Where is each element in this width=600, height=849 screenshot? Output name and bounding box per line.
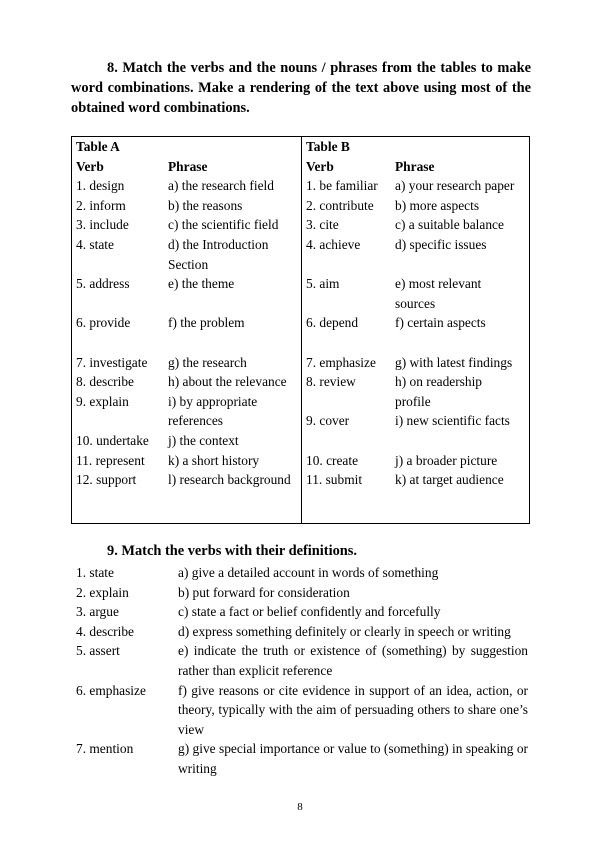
table-b-row bbox=[306, 196, 530, 216]
table-b-phrase: c) a suitable balance bbox=[395, 217, 504, 233]
table-b-verb: 11. submit bbox=[306, 472, 363, 488]
definition-text: d) express something definitely or clearly in speech or writing bbox=[178, 623, 511, 639]
table-b-verb: 6. depend bbox=[306, 315, 359, 331]
table-a-row bbox=[76, 196, 302, 216]
table-b-row bbox=[306, 411, 530, 431]
table-b-verb: 4. achieve bbox=[306, 236, 361, 252]
definition-text: f) give reasons or cite evidence in support of an idea, action, or theory, typically with the aim of persuading others to share one’s view bbox=[178, 682, 528, 737]
table-b-verb: 5. aim bbox=[306, 276, 340, 292]
table-b-verb: 2. contribute bbox=[306, 197, 374, 213]
table-a-verb: 1. design bbox=[76, 178, 125, 194]
definition-text: b) put forward for consideration bbox=[178, 584, 350, 600]
table-b-phrase: b) more aspects bbox=[395, 197, 480, 213]
definition-item bbox=[76, 641, 528, 680]
table-a-verb: 10. undertake bbox=[76, 432, 149, 448]
table-a-verb: 4. state bbox=[76, 236, 114, 252]
table-a-verb: 5. address bbox=[76, 276, 130, 292]
table-a-phrase: j) the context bbox=[168, 432, 239, 448]
table-b-verb: 10. create bbox=[306, 452, 359, 468]
table-a-verb: 9. explain bbox=[76, 393, 129, 409]
table-a-row bbox=[76, 313, 302, 333]
table-b-verb: 8. review bbox=[306, 374, 356, 390]
table-b-verb: 9. cover bbox=[306, 413, 350, 429]
table-a-row bbox=[76, 215, 302, 235]
table-a-title: Table A bbox=[76, 139, 120, 154]
table-b-row bbox=[306, 451, 530, 471]
table-a-verb: 6. provide bbox=[76, 315, 131, 331]
definition-verb: 5. assert bbox=[76, 643, 120, 659]
table-a-phrase-header: Phrase bbox=[168, 158, 208, 174]
table-a-row bbox=[76, 392, 302, 431]
table-b-title: Table B bbox=[306, 139, 350, 154]
table-a-row bbox=[76, 470, 302, 490]
table-b-row bbox=[306, 274, 530, 313]
definitions-list bbox=[76, 563, 528, 779]
definition-item bbox=[76, 563, 528, 583]
table-b-phrase: j) a broader picture bbox=[395, 452, 498, 468]
table-b-row bbox=[306, 470, 530, 490]
table-b-verb: 1. be familiar bbox=[306, 178, 378, 194]
definition-item bbox=[76, 602, 528, 622]
table-b-phrase: h) on readership profile bbox=[395, 374, 483, 409]
definition-text: a) give a detailed account in words of something bbox=[178, 565, 439, 580]
definition-verb: 4. describe bbox=[76, 623, 135, 639]
table-b-row bbox=[306, 372, 530, 411]
table-b-phrase: a) your research paper bbox=[395, 178, 515, 194]
table-a-verb: 8. describe bbox=[76, 374, 135, 390]
definition-verb: 7. mention bbox=[76, 741, 134, 757]
table-b-phrase: e) most relevant sources bbox=[395, 276, 482, 311]
table-b-row bbox=[306, 353, 530, 373]
table-a-phrase: b) the reasons bbox=[168, 197, 243, 213]
table-b-verb: 7. emphasize bbox=[306, 354, 376, 370]
table-a-phrase: g) the research bbox=[168, 354, 247, 370]
table-b-phrase: f) certain aspects bbox=[395, 315, 486, 331]
table-a bbox=[76, 137, 302, 490]
table-b-row bbox=[306, 176, 530, 196]
table-b-phrase: d) specific issues bbox=[395, 236, 487, 252]
table-b-phrase: k) at target audience bbox=[395, 472, 504, 488]
table-a-verb-header: Verb bbox=[76, 158, 104, 174]
table-b bbox=[306, 137, 530, 490]
table-a-phrase: d) the Introduction Section bbox=[168, 236, 269, 272]
table-a-verb: 3. include bbox=[76, 217, 129, 233]
table-a-row bbox=[76, 274, 302, 294]
table-a-phrase: l) research background bbox=[168, 472, 291, 488]
table-a-row bbox=[76, 353, 302, 373]
table-a-verb: 11. represent bbox=[76, 452, 145, 468]
table-b-row bbox=[306, 235, 530, 255]
table-b-phrase: g) with latest findings bbox=[395, 354, 513, 370]
definition-text: g) give special importance or value to (something) in speaking or writing bbox=[178, 741, 528, 776]
table-b-phrase: i) new scientific facts bbox=[395, 413, 510, 429]
table-a-row bbox=[76, 431, 302, 451]
table-a-phrase: e) the theme bbox=[168, 276, 235, 292]
definition-item bbox=[76, 583, 528, 603]
table-a-verb: 12. support bbox=[76, 472, 137, 488]
table-a-verb: 7. investigate bbox=[76, 354, 148, 370]
definition-text: e) indicate the truth or existence of (something) by suggestion rather than explicit reference bbox=[178, 643, 528, 678]
table-b-verb-header: Verb bbox=[306, 158, 334, 174]
table-a-row bbox=[76, 176, 302, 196]
table-a-phrase: c) the scientific field bbox=[168, 217, 279, 233]
exercise-9-heading: 9. Match the verbs with their definitions. bbox=[107, 543, 357, 559]
table-a-row bbox=[76, 372, 302, 392]
definition-verb: 2. explain bbox=[76, 584, 129, 600]
definition-item bbox=[76, 739, 528, 778]
definition-verb: 3. argue bbox=[76, 604, 119, 620]
table-a-row bbox=[76, 235, 302, 274]
definition-item bbox=[76, 622, 528, 642]
definition-verb: 1. state bbox=[76, 565, 114, 580]
table-a-verb: 2. inform bbox=[76, 197, 126, 213]
definition-verb: 6. emphasize bbox=[76, 682, 146, 698]
definition-item bbox=[76, 681, 528, 740]
table-a-phrase: k) a short history bbox=[168, 452, 260, 468]
table-b-row bbox=[306, 313, 530, 333]
table-b-verb: 3. cite bbox=[306, 217, 339, 233]
table-a-phrase: h) about the relevance bbox=[168, 374, 287, 390]
table-b-phrase-header: Phrase bbox=[395, 158, 435, 174]
page-number: 8 bbox=[297, 801, 303, 813]
definition-text: c) state a fact or belief confidently and forcefully bbox=[178, 604, 441, 620]
table-b-row bbox=[306, 215, 530, 235]
table-a-row bbox=[76, 451, 302, 471]
table-a-phrase: i) by appropriate references bbox=[168, 393, 258, 429]
table-a-phrase: f) the problem bbox=[168, 315, 245, 331]
table-a-phrase: a) the research field bbox=[168, 178, 274, 194]
exercise-8-heading: 8. Match the verbs and the nouns / phrases from the tables to make word combinations. Make a rendering of the text above using most of the obtained word combinations. bbox=[71, 60, 531, 116]
